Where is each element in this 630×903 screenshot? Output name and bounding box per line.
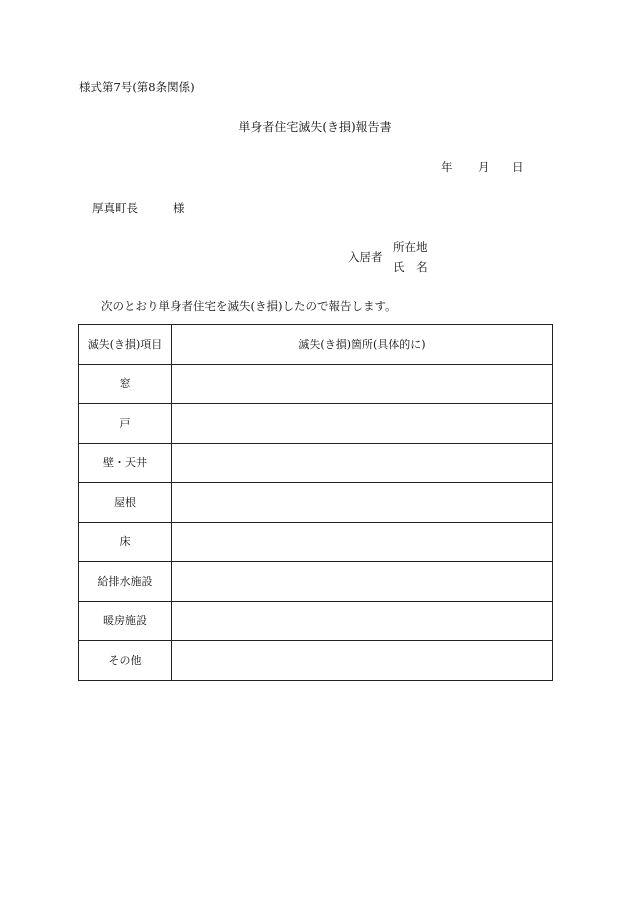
row-item-label: 床 (79, 522, 172, 562)
row-item-label: 給排水施設 (79, 562, 172, 602)
table-row (79, 562, 553, 602)
table-row (79, 522, 553, 562)
addressee-honorific: 様 (173, 201, 185, 215)
row-detail-field[interactable] (172, 562, 553, 602)
date-month-label: 月 (478, 160, 490, 174)
row-detail-field[interactable] (172, 522, 553, 562)
table-row (79, 601, 553, 641)
row-item-label: 壁・天井 (79, 443, 172, 483)
table-row (79, 443, 553, 483)
row-detail-field[interactable] (172, 601, 553, 641)
row-detail-field[interactable] (172, 404, 553, 444)
row-item-label: その他 (79, 641, 172, 681)
row-item-label: 屋根 (79, 483, 172, 523)
row-detail-field[interactable] (172, 364, 553, 404)
tenant-name-label: 氏 名 (393, 260, 432, 274)
column-header-detail: 滅失(き損)箇所(具体的に) (172, 325, 553, 365)
column-header-item: 滅失(き損)項目 (79, 325, 172, 365)
table-row (79, 404, 553, 444)
row-detail-field[interactable] (172, 483, 553, 523)
damage-report-table (78, 324, 553, 681)
table-header-row (79, 325, 553, 365)
intro-text: 次のとおり単身者住宅を滅失(き損)したので報告します。 (101, 299, 397, 313)
table-row (79, 483, 553, 523)
date-year-label: 年 (441, 160, 453, 174)
document-title: 単身者住宅滅失(き損)報告書 (238, 120, 392, 134)
row-item-label: 窓 (79, 364, 172, 404)
row-item-label: 戸 (79, 404, 172, 444)
table-row (79, 641, 553, 681)
form-number: 様式第7号(第8条関係) (79, 80, 195, 94)
table-row (79, 364, 553, 404)
row-detail-field[interactable] (172, 641, 553, 681)
tenant-label: 入居者 (348, 250, 383, 264)
tenant-address-label: 所在地 (393, 240, 428, 254)
addressee-name: 厚真町長 (92, 201, 138, 215)
row-detail-field[interactable] (172, 443, 553, 483)
row-item-label: 暖房施設 (79, 601, 172, 641)
date-day-label: 日 (512, 160, 524, 174)
